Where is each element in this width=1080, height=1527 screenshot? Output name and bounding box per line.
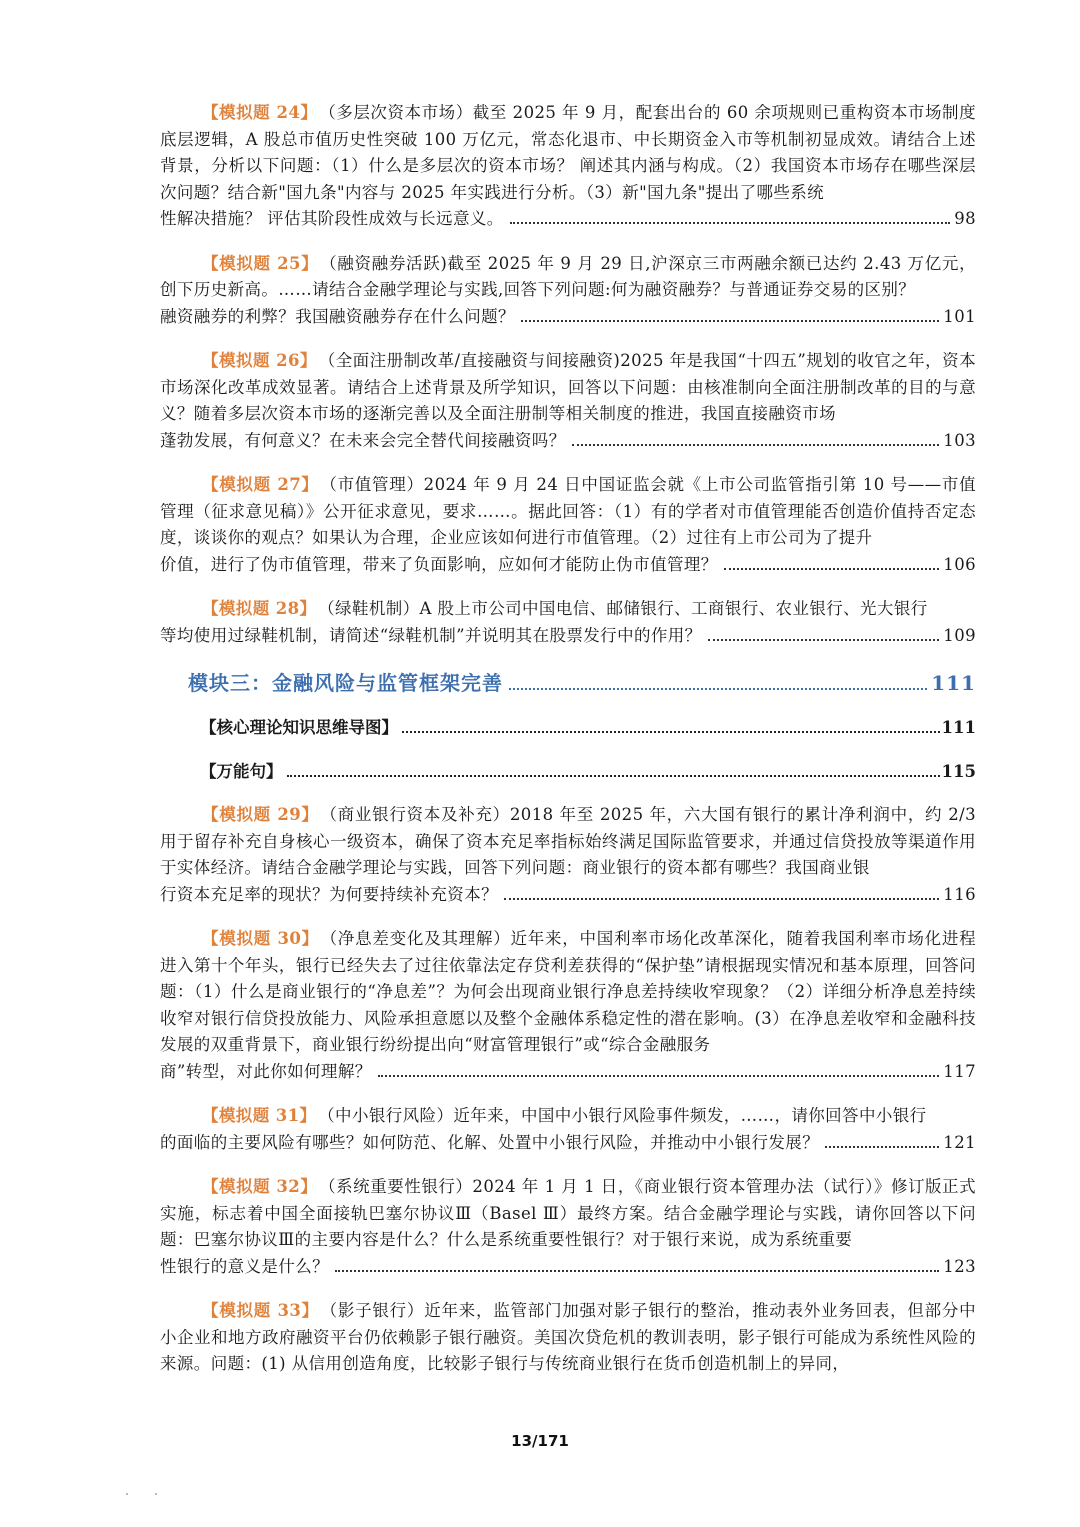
question-text: （影子银行）近年来，监管部门加强对影子银行的整治，推动表外业务回表，但部分中小企业和地方政府融资平台仍依赖影子银行融资。美国次贷危机的教训表明，影子银行可能成为系统性风险的来源。问题：(1) 从信用创造角度，比较影子银行与传统商业银行在货币创造机制上的异同， [160, 1301, 977, 1373]
question-label: 【模拟题 29】 [202, 805, 319, 824]
question-text: （系统重要性银行）2024 年 1 月 1 日，《商业银行资本管理办法（试行）》修订版正式实施，标志着中国全面接轨巴塞尔协议Ⅲ（Basel Ⅲ）最终方案。结合金融学理论与实践，请你回答以下问题：巴塞尔协议Ⅲ的主要内容是什么？什么是系统重要性银行？对于银行来说，成为系统重要 [160, 1177, 976, 1249]
scan-artifact [126, 1493, 128, 1495]
question-label: 【模拟题 28】 [202, 599, 317, 618]
toc-entry-28[interactable] [160, 596, 976, 649]
toc-entry-29[interactable] [160, 802, 976, 908]
question-label: 【模拟题 33】 [202, 1301, 319, 1320]
toc-module-heading[interactable] [188, 667, 976, 696]
page-number: 111 [931, 671, 976, 695]
page-number: 121 [943, 1132, 976, 1152]
leader-dots [521, 320, 939, 322]
question-text-end: 性银行的意义是什么？ [160, 1256, 329, 1276]
page-number: 111 [941, 718, 976, 737]
page-number: 116 [943, 884, 976, 904]
question-text: （多层次资本市场）截至 2025 年 9 月，配套出台的 60 余项规则已重构资本市场制度底层逻辑，A 股总市值历史性突破 100 万亿元，常态化退市、中长期资金入市等机制初显成效。请结合上述背景，分析以下问题：（1）什么是多层次的资本市场？ 阐述其内涵与构成。（2）我国资本市场存在哪些深层次问题？结合新"国九条"内容与 2025 年实践进行分析。（3）新"国九条"提出了哪些系统 [160, 103, 976, 202]
question-label: 【模拟题 32】 [202, 1177, 318, 1196]
toc-subsection-mindmap[interactable] [200, 714, 976, 738]
question-label: 【模拟题 25】 [202, 253, 319, 273]
scan-artifact [155, 1493, 157, 1495]
question-text-end: 性解决措施？ 评估其阶段性成效与长远意义。 [160, 209, 504, 228]
question-label: 【模拟题 26】 [202, 351, 317, 370]
subsection-title: 【万能句】 [200, 762, 283, 781]
question-label: 【模拟题 31】 [202, 1106, 317, 1125]
page-number: 117 [943, 1061, 976, 1081]
toc-entry-27[interactable] [160, 472, 976, 578]
toc-subsection-universal-sentences[interactable] [200, 758, 976, 782]
question-label: 【模拟题 30】 [202, 929, 319, 948]
question-text-end: 商”转型，对此你如何理解？ [160, 1061, 372, 1081]
question-text: （净息差变化及其理解）近年来，中国利率市场化改革深化，随着我国利率市场化进程进入第十个年头，银行已经失去了过往依靠法定存贷利差获得的“保护垫”请根据现实情况和基本原理，回答问题：（1）什么是商业银行的“净息差”？为何会出现商业银行净息差持续收窄现象？（2）详细分析净息差持续收窄对银行信贷投放能力、风险承担意愿以及整个金融体系稳定性的潜在影响。(3）在净息差收窄和金融科技发展的双重背景下，商业银行纷纷提出向“财富管理银行”或“综合金融服务 [160, 929, 977, 1054]
page-indicator: 13/171 [511, 1432, 569, 1450]
module-title: 模块三：金融风险与监管框架完善 [188, 671, 503, 695]
toc-entry-26[interactable] [160, 348, 976, 454]
page-number: 123 [943, 1256, 976, 1276]
question-text: （全面注册制改革/直接融资与间接融资)2025 年是我国“十四五”规划的收官之年，资本市场深化改革成效显著。请结合上述背景及所学知识，回答以下问题：由核准制向全面注册制改革的目的与意义？随着多层次资本市场的逐渐完善以及全面注册制等相关制度的推进，我国直接融资市场 [160, 351, 976, 423]
leader-dots [510, 222, 951, 224]
leader-dots [504, 898, 939, 900]
toc-entry-30[interactable] [160, 926, 976, 1085]
question-text: （绿鞋机制）A 股上市公司中国电信、邮储银行、工商银行、农业银行、光大银行 [326, 599, 928, 618]
toc-page [160, 100, 976, 1396]
question-text-end: 的面临的主要风险有哪些？如何防范、化解、处置中小银行风险，并推动中小银行发展？ [160, 1132, 820, 1152]
question-label: 【模拟题 27】 [202, 475, 319, 494]
question-text: （商业银行资本及补充）2018 年至 2025 年，六大国有银行的累计净利润中，约 2/3 用于留存补充自身核心一级资本，确保了资本充足率指标始终满足国际监管要求，并通过信贷投放等渠道作用于实体经济。请结合金融学理论与实践，回答下列问题：商业银行的资本都有哪些？我国商业银 [160, 805, 976, 877]
question-text-end: 价值，进行了伪市值管理，带来了负面影响，应如何才能防止伪市值管理？ [160, 554, 718, 574]
leader-dots [402, 731, 940, 733]
leader-dots [825, 1146, 939, 1148]
page-number: 109 [943, 625, 976, 645]
page-number: 103 [943, 430, 976, 450]
leader-dots [724, 568, 940, 570]
leader-dots [287, 775, 940, 777]
subsection-title: 【核心理论知识思维导图】 [200, 718, 398, 737]
question-label: 【模拟题 24】 [202, 103, 318, 122]
question-text: （融资融券活跃)截至 2025 年 9 月 29 日,沪深京三市两融余额已达约 2.43 万亿元，创下历史新高。……请结合金融学理论与实践,回答下列问题:何为融资融券？与普通证券交易的区别？ [160, 253, 976, 299]
leader-dots [572, 444, 940, 446]
leader-dots [378, 1075, 940, 1077]
toc-entry-25[interactable] [160, 251, 976, 331]
leader-dots [335, 1270, 939, 1272]
question-text-end: 融资融券的利弊？我国融资融券存在什么问题？ [160, 306, 515, 326]
page-number: 101 [943, 306, 976, 326]
toc-entry-33[interactable] [160, 1298, 976, 1378]
question-text: （中小银行风险）近年来，中国中小银行风险事件频发，……，请你回答中小银行 [326, 1106, 927, 1125]
page-number: 115 [941, 762, 976, 781]
page-number: 98 [954, 209, 976, 228]
question-text: （市值管理）2024 年 9 月 24 日中国证监会就《上市公司监管指引第 10 号——市值管理（征求意见稿）》公开征求意见，要求……。据此回答：（1）有的学者对市值管理能否创造价值持否定态度，谈谈你的观点？如果认为合理，企业应该如何进行市值管理。（2）过往有上市公司为了提升 [160, 475, 976, 547]
toc-entry-32[interactable] [160, 1174, 976, 1280]
toc-entry-24[interactable] [160, 100, 976, 233]
leader-dots [708, 639, 940, 641]
question-text-end: 等均使用过绿鞋机制，请简述“绿鞋机制”并说明其在股票发行中的作用？ [160, 625, 702, 645]
question-text-end: 行资本充足率的现状？为何要持续补充资本？ [160, 884, 498, 904]
leader-dots [509, 688, 927, 690]
question-text-end: 蓬勃发展，有何意义？在未来会完全替代间接融资吗？ [160, 430, 566, 450]
toc-entry-31[interactable] [160, 1103, 976, 1156]
page-number: 106 [943, 554, 976, 574]
